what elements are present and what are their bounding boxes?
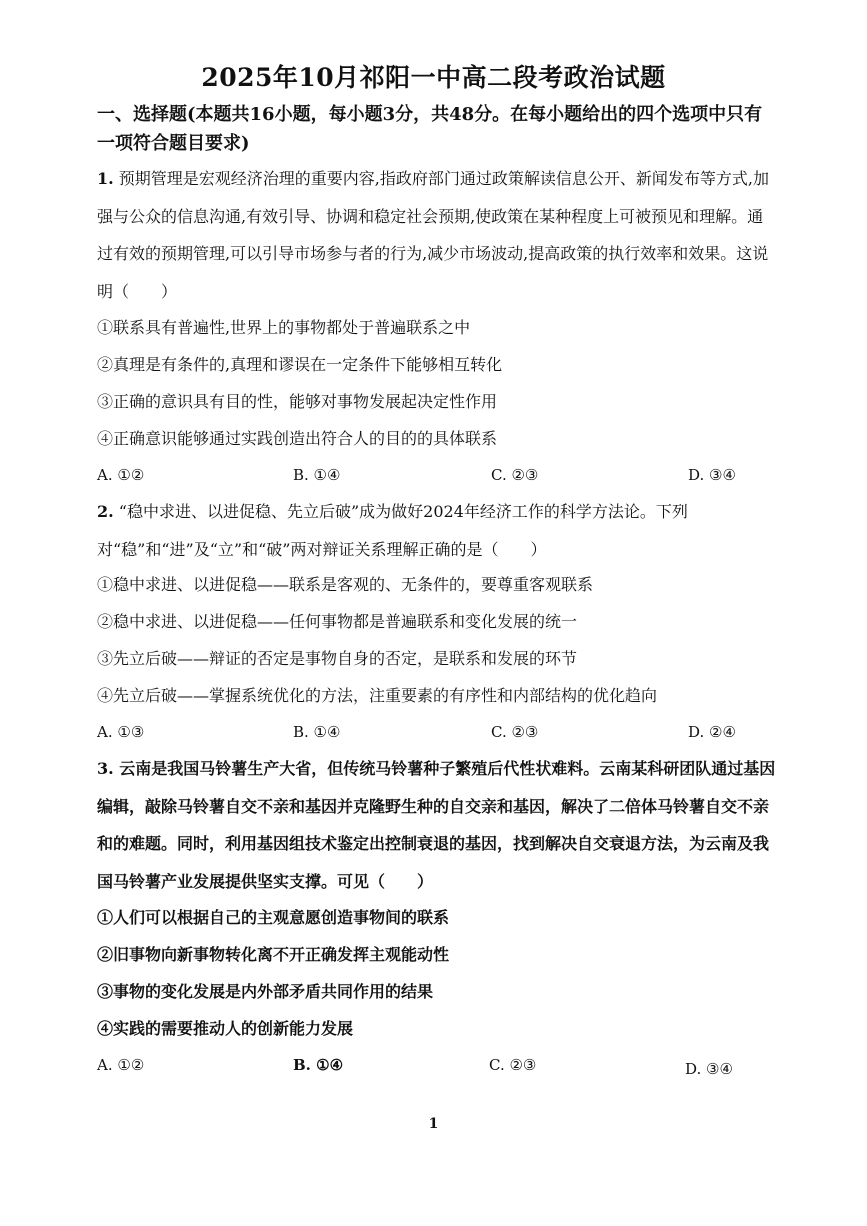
option-a: A. ①③ <box>97 723 145 741</box>
question-1-item-3: ③正确的意识具有目的性，能够对事物发展起决定性作用 <box>97 392 498 411</box>
option-c: C. ②③ <box>491 723 539 741</box>
question-2-number: 2. <box>97 502 114 521</box>
question-3-item-3: ③事物的变化发展是内外部矛盾共同作用的结果 <box>97 982 434 1001</box>
question-3-item-4: ④实践的需要推动人的创新能力发展 <box>97 1019 354 1038</box>
question-2-text: “稳中求进、以进促稳、先立后破”成为做好2024年经济工作的科学方法论。下列对“稳”和“进”及“立”和“破”两对辩证关系理解正确的是（ ） <box>97 502 688 559</box>
option-a: A. ①② <box>97 1056 145 1074</box>
question-3-stem <box>97 750 777 900</box>
question-2-options <box>97 720 777 744</box>
question-2-item-1: ①稳中求进、以进促稳——联系是客观的、无条件的，要尊重客观联系 <box>97 575 594 594</box>
option-c: C. ②③ <box>489 1056 537 1074</box>
question-1-item-1: ①联系具有普遍性,世界上的事物都处于普遍联系之中 <box>97 318 471 337</box>
option-c: C. ②③ <box>491 466 539 484</box>
question-1-text: 预期管理是宏观经济治理的重要内容,指政府部门通过政策解读信息公开、新闻发布等方式,加强与公众的信息沟通,有效引导、协调和稳定社会预期,使政策在某种程度上可被预见和理解。通过有效的预期管理,可以引导市场参与者的行为,减少市场波动,提高政策的执行效率和效果。这说明（ ） <box>97 169 769 301</box>
question-1-stem <box>97 160 777 310</box>
option-a: A. ①② <box>97 466 145 484</box>
section-heading: 一、选择题(本题共16小题，每小题3分，共48分。在每小题给出的四个选项中只有一项符合题目要求) <box>97 104 763 154</box>
question-1-item-2: ②真理是有条件的,真理和谬误在一定条件下能够相互转化 <box>97 355 503 374</box>
question-3-item-2: ②旧事物向新事物转化离不开正确发挥主观能动性 <box>97 945 450 964</box>
exam-title: 2025年10月祁阳一中高二段考政治试题 <box>201 63 666 92</box>
question-2-stem <box>97 493 777 568</box>
option-b: B. ①④ <box>293 466 341 484</box>
question-2-item-2: ②稳中求进、以进促稳——任何事物都是普遍联系和变化发展的统一 <box>97 612 578 631</box>
page-number: 1 <box>428 1116 439 1132</box>
question-1-item-4: ④正确意识能够通过实践创造出符合人的目的的具体联系 <box>97 429 498 448</box>
question-1-number: 1. <box>97 169 114 188</box>
question-2-item-3: ③先立后破——辩证的否定是事物自身的否定，是联系和发展的环节 <box>97 649 578 668</box>
question-3-options <box>97 1053 777 1077</box>
option-d: D. ③④ <box>688 466 736 484</box>
option-d: D. ②④ <box>688 723 736 741</box>
question-1-options <box>97 463 777 487</box>
option-d: D. ③④ <box>685 1060 733 1078</box>
option-b: B. ①④ <box>293 1056 344 1074</box>
question-3-text: 云南是我国马铃薯生产大省，但传统马铃薯种子繁殖后代性状难料。云南某科研团队通过基因编辑，敲除马铃薯自交不亲和基因并克隆野生种的自交亲和基因，解决了二倍体马铃薯自交不亲和的难题。同时，利用基因组技术鉴定出控制衰退的基因，找到解决自交衰退方法，为云南及我国马铃薯产业发展提供坚实支撑。可见（ ） <box>97 759 776 891</box>
question-3-item-1: ①人们可以根据自己的主观意愿创造事物间的联系 <box>97 908 450 927</box>
option-b: B. ①④ <box>293 723 341 741</box>
question-2-item-4: ④先立后破——掌握系统优化的方法，注重要素的有序性和内部结构的优化趋向 <box>97 686 658 705</box>
question-3-number: 3. <box>97 759 114 778</box>
